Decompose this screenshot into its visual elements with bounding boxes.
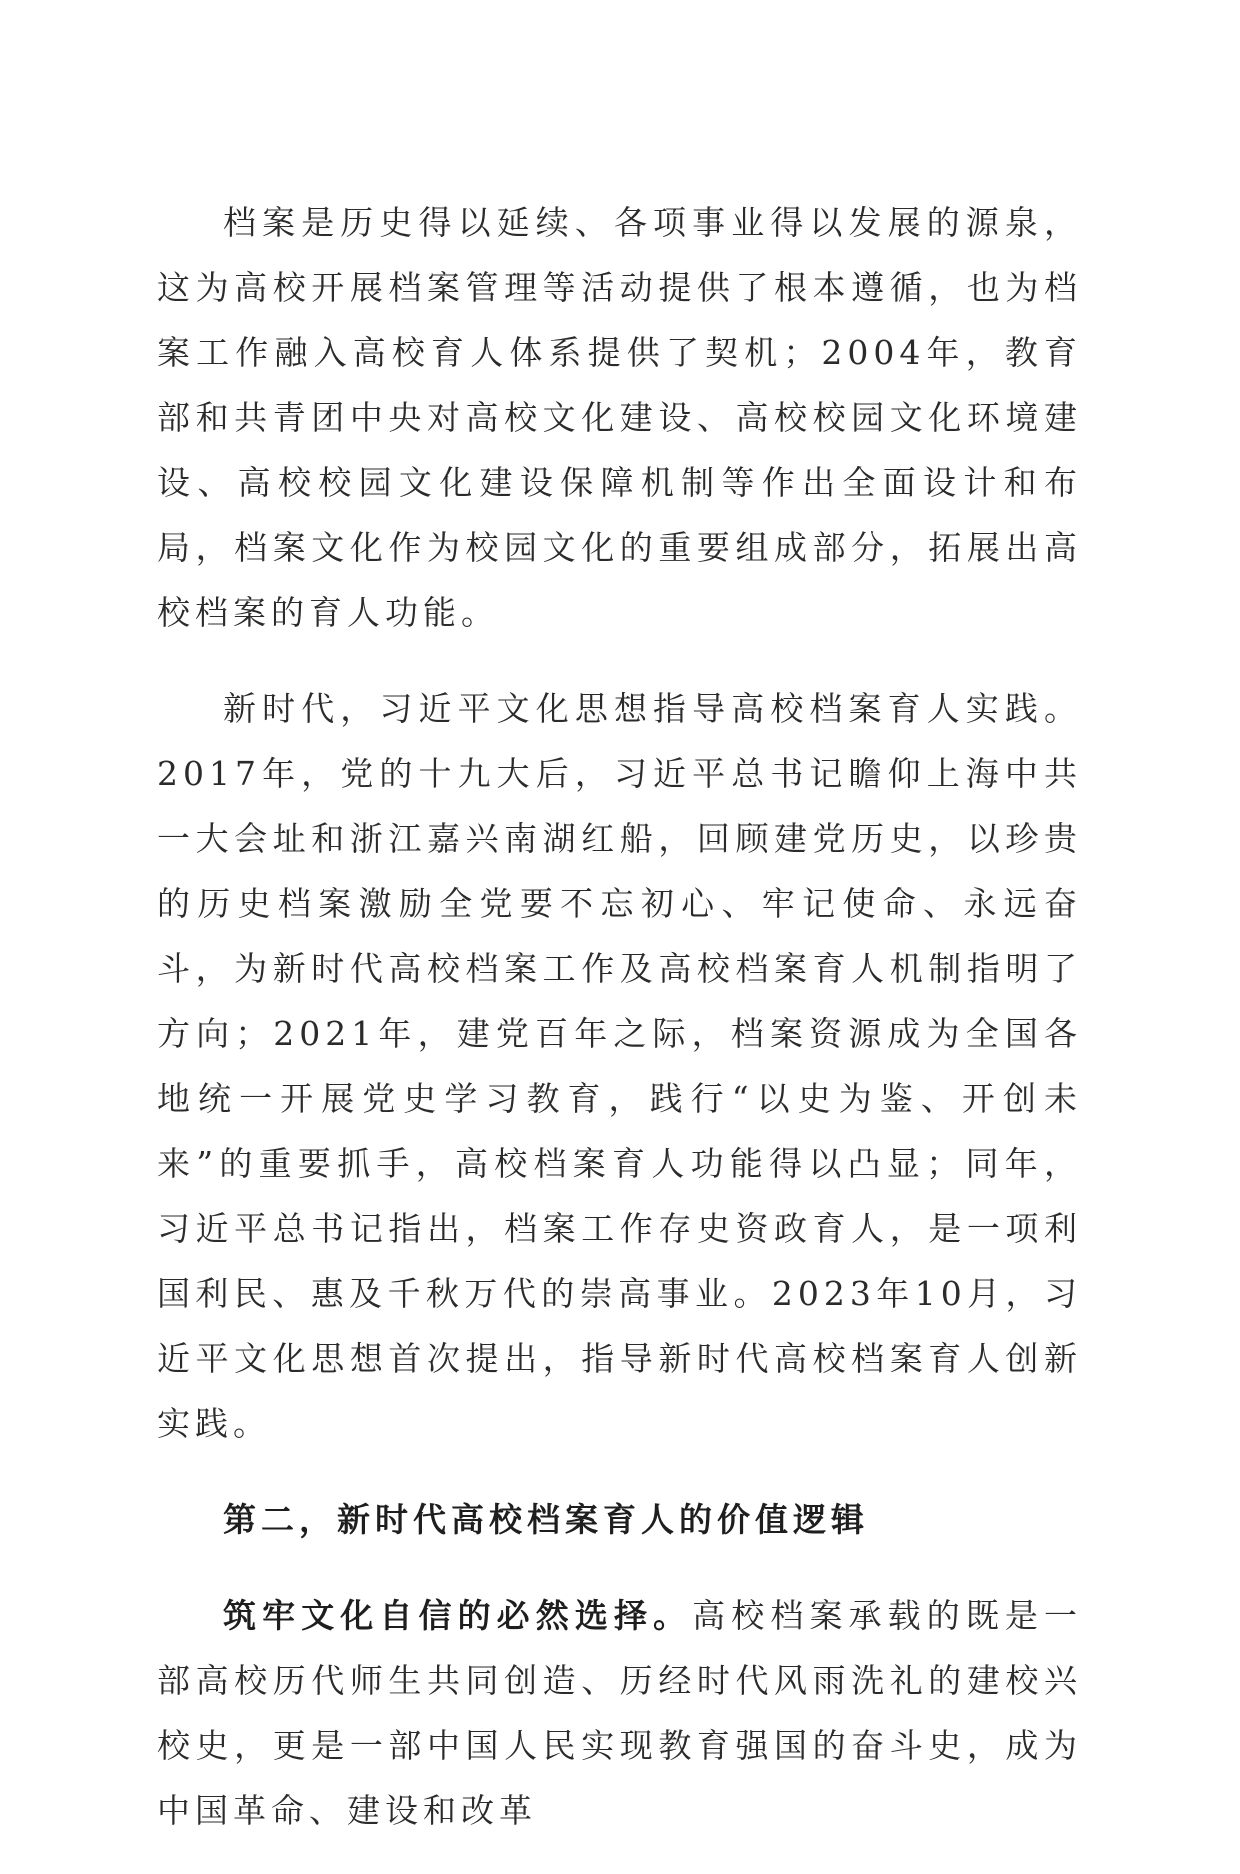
- section-heading: 第二，新时代高校档案育人的价值逻辑: [223, 1500, 869, 1539]
- paragraph-new-era: 新时代，习近平文化思想指导高校档案育人实践。2017年，党的十九大后，习近平总书记瞻仰上海中共一大会址和浙江嘉兴南湖红船，回顾建党历史，以珍贵的历史档案激励全党要不忘初心、牢记使命、永远奋斗，为新时代高校档案工作及高校档案育人机制指明了方向；2021年，建党百年之际，档案资源成为全国各地统一开展党史学习教育，践行“以史为鉴、开创未来”的重要抓手，高校档案育人功能得以凸显；同年，习近平总书记指出，档案工作存史资政育人，是一项利国利民、惠及千秋万代的崇高事业。2023年10月，习近平文化思想首次提出，指导新时代高校档案育人创新实践。: [157, 689, 1082, 1443]
- paragraph-archives-origin: 档案是历史得以延续、各项事业得以发展的源泉，这为高校开展档案管理等活动提供了根本遵循，也为档案工作融入高校育人体系提供了契机；2004年，教育部和共青团中央对高校文化建设、高校校园文化环境建设、高校校园文化建设保障机制等作出全面设计和布局，档案文化作为校园文化的重要组成部分，拓展出高校档案的育人功能。: [157, 203, 1082, 632]
- paragraph-lead: 筑牢文化自信的必然选择。: [223, 1596, 693, 1635]
- document-body: [157, 190, 1082, 1874]
- paragraph-cultural-confidence: [157, 1583, 1082, 1843]
- paragraph-body: 高校档案承载的既是一部高校历代师生共同创造、历经时代风雨洗礼的建校兴校史，更是一部中国人民实现教育强国的奋斗史，成为中国革命、建设和改革: [157, 1596, 1083, 1830]
